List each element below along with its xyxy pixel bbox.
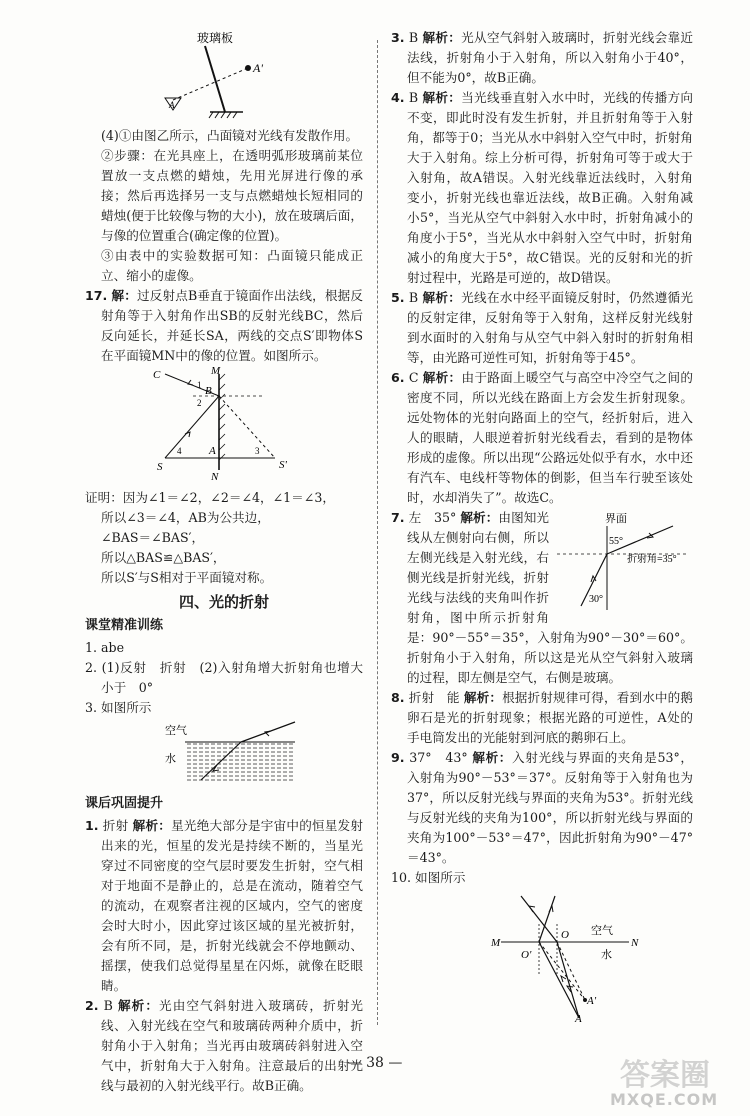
h2-text: 光由空气斜射进入玻璃砖，折射光线、入射光线在空气和玻璃砖两种介质中，折射角小于入射角；当光再由玻璃砖斜射进入空气中，折射角大于入射角。注意最后的出射光线与最初的入射光线平行。故B正确。 [101,998,364,1093]
q16-conclusion: ③由表中的实验数据可知：凸面镜只能成正立、缩小的虚像。 [101,248,363,283]
h2-number: 2. [85,998,99,1013]
fig2-S-prime: S' [279,459,287,471]
fig3-water: 水 [165,753,176,765]
mirror-image-figure [85,366,363,482]
fig5-water: 水 [601,949,612,961]
proof-block [85,488,363,588]
fig5-air: 空气 [591,925,613,937]
proof-line: 所以S′与S相对于平面镜对称。 [101,570,273,585]
proof-line: 所以△BAS≌△BAS′， [101,550,226,565]
h7-block [391,508,693,688]
proof-line: 证明：因为∠1＝∠2，∠2＝∠4，∠1＝∠3， [85,490,335,505]
page-number: — 38 — [347,1055,403,1071]
glass-plate-figure [85,28,363,120]
h1-text: 星光绝大部分是宇宙中的恒星发射出来的光，恒星的发光是持续不断的，当星光穿过不同密度的空气层时要发生折射，空气相对于地面不是静止的，总是在流动，随着空气的流动，在观察者注视的区域内，空气的密度会时大时小，因此穿过该区域的星光被折射，会有所不同，是，折射光线就会不停地颤动、摇摆，使我们总觉得星星在闪烁，就像在眨眼睛。 [101,818,364,993]
refraction-figure-1 [85,718,363,786]
fig2-angle4: 4 [177,446,182,456]
fig2-angle3: 3 [255,446,260,456]
h6 [391,368,693,508]
h7-text1: 由图知光线从左侧射向右侧，所以左侧光线是入射光线，右侧光线是折射光线，折射光线与法线的夹角叫作折射角， [407,510,550,625]
column-divider [377,40,378,1025]
fig5-A-prime: A' [587,995,597,1007]
h10: 10. 如图所示 [391,870,466,885]
q17-label: 解： [111,288,137,303]
fig4-30: 30° [589,594,603,605]
fig2-angle2: 2 [197,398,202,408]
h5-number: 5. [391,290,405,305]
fig1-point: A' [253,61,263,75]
h1-answer: 折射 [102,818,129,833]
fig2-angle1: 1 [197,380,202,390]
fig1-label: 玻璃板 [197,31,234,45]
h4-answer: B [408,90,419,105]
fig5-O: O [561,929,569,941]
h8-text: 根据折射规律可得，看到水中的鹅卵石是光的折射现象；根据光路的可逆性，A处的手电筒发出的光能射到河底的鹅卵石上。 [407,690,694,745]
q17-number: 17. [85,288,108,303]
watermark [610,1050,748,1114]
fig3-air: 空气 [165,725,187,737]
fig4-55: 55° [609,536,623,547]
h6-number: 6. [391,370,405,385]
proof-line: 所以∠3＝∠4，AB为公共边， [101,510,270,525]
h8-label: 解析： [463,690,503,705]
h4-text: 当光线垂直射入水中时，光线的传播方向不变，即此时没有发生折射，并且折射角等于入射角，都等于0；当光从水中斜射入空气中时，折射角大于入射角。综上分析可得，折射角可等于或大于入射角，故A错误。入射光线靠近法线时，入射角变小，折射光线也靠近法线，故B正确。入射角减小5°，当光从空气中斜射入水中时，折射角减小的角度小于5°，当光从水中斜射入空气中时，折射角减小的角度大于5°，故C错误。光的反射和光的折射过程中，光路是可逆的，故D错误。 [407,90,693,285]
h8 [391,688,693,748]
h8-number: 8. [391,690,405,705]
interface-figure [553,510,693,612]
water-refraction-figure [391,888,693,1024]
fig2-A: A [209,445,216,457]
h9 [391,748,693,868]
h9-text: 入射光线与界面的夹角是53°，入射角为90°－53°＝37°。反射角等于入射角也为37°，所以反射光线与界面的夹角为53°。折射光线与反射光线的夹角为100°，所以折射光线与界面的夹角为100°－53°＝47°，因此折射角为90°－47°＝43°。 [407,750,693,865]
h3 [391,28,693,88]
h6-label: 解析： [422,370,462,385]
h7-label: 解析： [460,510,499,525]
h3-label: 解析： [422,30,462,45]
q16-step: ②步骤：在光具座上，在透明弧形玻璃前某位置放一支点燃的蜡烛，先用光屏进行像的承接；然后再选择另一支与点燃蜡烛长短相同的蜡烛(便于比较像与物的大小)，放在玻璃后面，与像的位置重合(确定像的位置)。 [101,148,363,243]
h4-number: 4. [391,90,405,105]
h5-label: 解析： [422,290,462,305]
h3-answer: B [408,30,419,45]
h3-number: 3. [391,30,405,45]
h7-text2: 图中所示折射角是：90°－55°＝35°，入射角为90°－30°＝60°。折射角小于入射角，所以这是光从空气斜射入玻璃的过程，即左侧是空气，右侧是玻璃。 [407,610,693,685]
fig5-M: M [491,937,501,949]
h5-answer: B [408,290,419,305]
fig5-N: N [631,937,639,949]
right-column [391,28,693,1030]
h6-answer: C [408,370,419,385]
fig2-M: M [211,366,221,377]
fig5-A: A [575,1013,582,1024]
c2-answer: 2. (1)反射 折射 (2)入射角增大折射角也增大 小于 0° [85,660,376,695]
fig2-N: N [211,471,219,482]
q16-part4: (4)①由图乙所示，凸面镜对光线有发散作用。 [101,128,359,143]
fig4-refract-angle: 折射角=35° [627,554,677,565]
subhead-afterclass: 课后巩固提升 [85,796,164,811]
h7-answer: 左 35° [408,510,457,525]
h6-text: 由于路面上暖空气与高空中冷空气之间的密度不同，所以光线在路面上方会发生折射现象。远处物体的光射向路面上的空气，经折射后，进入人的眼睛，人眼逆着折射光线看去，看到的是物体形成的虚像。所以出现“公路远处似乎有水，水中还有汽车、电线杆等物体的倒影，但当车行驶至该处时，水却消失了”。故选C。 [407,370,693,505]
fig5-O-prime: O' [521,949,532,961]
h1-label: 解析： [132,818,172,833]
h9-number: 9. [391,750,405,765]
fig2-B: B [205,385,212,397]
fig1-point-a: A [169,100,175,110]
h5-text: 光线在水中经平面镜反射时，仍然遵循光的反射定律，反射角等于入射角，这样反射光线射到水面时的入射角与从空气中斜入射时的折射角相等，由光路可逆性可知，折射角等于45°。 [407,290,693,365]
h5 [391,288,693,368]
q17-text: 过反射点B垂直于镜面作出法线，根据反射角等于入射角作出SB的反射光线BC，然后反向延长，并延长SA，两线的交点S′即物体S在平面镜MN中的像的位置。如图所示。 [101,288,363,363]
h9-label: 解析： [472,750,513,765]
c1-answer: 1. abe [85,640,125,655]
h8-answer: 折射 能 [408,690,460,705]
h9-answer: 37° 43° [409,750,468,765]
watermark-logo: 答案圈 [620,1058,710,1093]
h4 [391,88,693,288]
subhead-classroom: 课堂精准训练 [85,618,164,633]
proof-line: ∠BAS＝∠BAS′， [101,530,205,545]
fig2-S: S [157,461,163,473]
fig4-interface: 界面 [605,513,627,525]
section-title: 四、光的折射 [178,593,269,611]
h7-number: 7. [391,510,405,525]
c3-answer: 3. 如图所示 [85,700,152,715]
h4-label: 解析： [422,90,462,105]
h2-answer: B [103,998,113,1013]
h2-label: 解析： [118,998,160,1013]
h2 [85,996,363,1096]
h1 [85,816,363,996]
h3-text: 光从空气斜射入玻璃时，折射光线会靠近法线，折射角小于入射角，所以入射角小于40°，但不能为0°，故B正确。 [407,30,693,85]
watermark-site: MXQE.COM [610,1090,719,1109]
h1-number: 1. [85,818,99,833]
q17 [85,286,363,366]
fig2-C: C [153,369,161,381]
